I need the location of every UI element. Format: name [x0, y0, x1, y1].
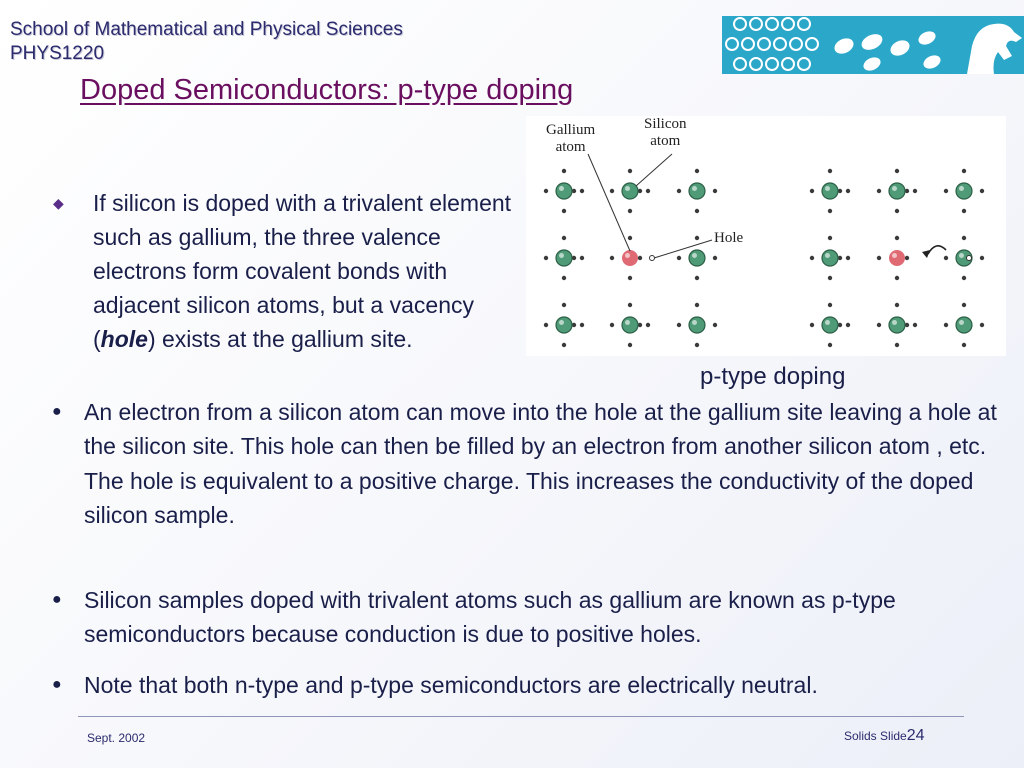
atom-highlight [825, 186, 830, 191]
electron-dot [944, 256, 948, 260]
electron-dot [877, 256, 881, 260]
atom-highlight [959, 186, 964, 191]
electron-dot [895, 169, 899, 173]
electron-dot [810, 256, 814, 260]
silicon-atom [556, 183, 572, 199]
electron-dot [628, 236, 632, 240]
atom-highlight [625, 186, 630, 191]
electron-dot [646, 323, 650, 327]
list-item: ● Silicon samples doped with trivalent atoms such as gallium are known as p-type semiconductors because conduction is due to positive holes. [52, 583, 1012, 652]
electron-dot [810, 189, 814, 193]
gallium-atom [889, 250, 905, 266]
silicon-atom [822, 183, 838, 199]
electron-dot [828, 169, 832, 173]
figure-caption: p-type doping [700, 363, 846, 390]
bullet-dot-icon: ● [52, 676, 62, 693]
atom-highlight [559, 320, 564, 325]
electron-dot [810, 323, 814, 327]
hole-label: Hole [714, 230, 744, 246]
atom-highlight [892, 253, 897, 258]
silicon-atom [956, 317, 972, 333]
atom-highlight [559, 186, 564, 191]
silicon-atom [556, 317, 572, 333]
electron-dot [944, 189, 948, 193]
electron-dot [895, 303, 899, 307]
bullet-dot-icon: ● [52, 591, 62, 608]
electron-dot [695, 343, 699, 347]
electron-dot [828, 236, 832, 240]
silicon-atom [622, 183, 638, 199]
gallium-pointer-line [588, 154, 630, 251]
atom-highlight [692, 253, 697, 258]
electron-dot [846, 323, 850, 327]
electron-dot [638, 256, 642, 260]
course-code: PHYS1220 [10, 43, 105, 64]
electron-dot [944, 323, 948, 327]
electron-dot [628, 276, 632, 280]
electron-dot [580, 189, 584, 193]
electron-dot [628, 303, 632, 307]
electron-dot [695, 169, 699, 173]
electron-dot [895, 236, 899, 240]
electron-dot [877, 323, 881, 327]
electron-dot [913, 323, 917, 327]
atom-highlight [959, 320, 964, 325]
electron-dot [980, 256, 984, 260]
electron-dot [562, 276, 566, 280]
atom-highlight [692, 320, 697, 325]
silicon-atom [556, 250, 572, 266]
electron-dot [828, 303, 832, 307]
electron-dot [580, 323, 584, 327]
electron-dot [695, 236, 699, 240]
atom-highlight [625, 320, 630, 325]
electron-dot [962, 209, 966, 213]
electron-dot [544, 189, 548, 193]
electron-dot [846, 256, 850, 260]
electron-dot [628, 343, 632, 347]
electron-dot [905, 256, 909, 260]
electron-dot [562, 343, 566, 347]
silicon-atom [889, 317, 905, 333]
electron-dot [628, 209, 632, 213]
electron-dot [713, 189, 717, 193]
electron-dot [544, 256, 548, 260]
hole-marker [967, 256, 972, 261]
electron-dot [610, 256, 614, 260]
electron-dot [695, 276, 699, 280]
electron-dot [895, 343, 899, 347]
atom-highlight [825, 320, 830, 325]
electron-dot [610, 323, 614, 327]
electron-dot [677, 256, 681, 260]
silicon-atom [689, 250, 705, 266]
electron-dot [846, 189, 850, 193]
electron-dot [580, 256, 584, 260]
intro-text: If silicon is doped with a trivalent element such as gallium, the three valence electrons form covalent bonds with adjacent silicon atoms, but a vacency (hole) exists at the gallium site. [93, 190, 512, 352]
silicon-atom [689, 183, 705, 199]
list-item: ● An electron from a silicon atom can move into the hole at the gallium site leaving a hole at the silicon site. This hole can then be filled by an electron from another silicon atom , etc. The hole is equivalent to a positive charge. This increases the conductivity of the doped silicon sample. [52, 395, 1012, 532]
electron-dot [610, 189, 614, 193]
silicon-atom [956, 183, 972, 199]
atom-highlight [692, 186, 697, 191]
atom-highlight [892, 320, 897, 325]
footer-divider [78, 716, 964, 717]
electron-dot [895, 276, 899, 280]
atom-highlight [625, 253, 630, 258]
electron-dot [962, 169, 966, 173]
electron-dot [980, 323, 984, 327]
list-item: ● Note that both n-type and p-type semiconductors are electrically neutral. [52, 668, 1012, 702]
electron-dot [713, 256, 717, 260]
electron-dot [677, 189, 681, 193]
hole-move-arrow [928, 246, 946, 254]
electron-dot [962, 276, 966, 280]
bullet-dot-icon: ● [52, 403, 62, 420]
atom-highlight [825, 253, 830, 258]
atom-highlight [959, 253, 964, 258]
silicon-atom [822, 250, 838, 266]
electron-dot [677, 323, 681, 327]
electron-dot [877, 189, 881, 193]
silicon-pointer-line [636, 154, 672, 186]
atom-highlight [559, 253, 564, 258]
silicon-atom [822, 317, 838, 333]
university-logo [722, 16, 1024, 74]
electron-dot [962, 343, 966, 347]
electron-dot [828, 209, 832, 213]
doping-lattice-diagram [526, 116, 1006, 356]
electron-dot [695, 209, 699, 213]
electron-dot [562, 303, 566, 307]
electron-dot [828, 343, 832, 347]
intro-bullet [53, 186, 513, 356]
electron-dot [962, 236, 966, 240]
atom-highlight [892, 186, 897, 191]
gallium-atom [622, 250, 638, 266]
electron-dot [713, 323, 717, 327]
electron-dot [562, 209, 566, 213]
silicon-atom [689, 317, 705, 333]
electron-dot [646, 189, 650, 193]
silicon-atom-label: Silicon atom [644, 116, 687, 149]
diamond-bullet-icon: ◆ [53, 195, 64, 211]
electron-dot [695, 303, 699, 307]
electron-dot [544, 323, 548, 327]
electron-dot [962, 303, 966, 307]
gallium-atom-label: Gallium atom [546, 122, 596, 155]
slide-title: Doped Semiconductors: p-type doping [80, 74, 574, 106]
silicon-atom [622, 317, 638, 333]
electron-dot [913, 189, 917, 193]
hole-marker [650, 256, 655, 261]
electron-dot [980, 189, 984, 193]
electron-dot [562, 236, 566, 240]
silicon-atom [889, 183, 905, 199]
electron-dot [562, 169, 566, 173]
hole-emphasis: hole [100, 326, 148, 352]
electron-dot [828, 276, 832, 280]
footer-slide-number: Solids Slide24 [844, 727, 925, 744]
footer-date: Sept. 2002 [87, 731, 146, 745]
school-name: School of Mathematical and Physical Sciences [10, 19, 403, 40]
electron-dot [895, 209, 899, 213]
electron-dot [628, 169, 632, 173]
